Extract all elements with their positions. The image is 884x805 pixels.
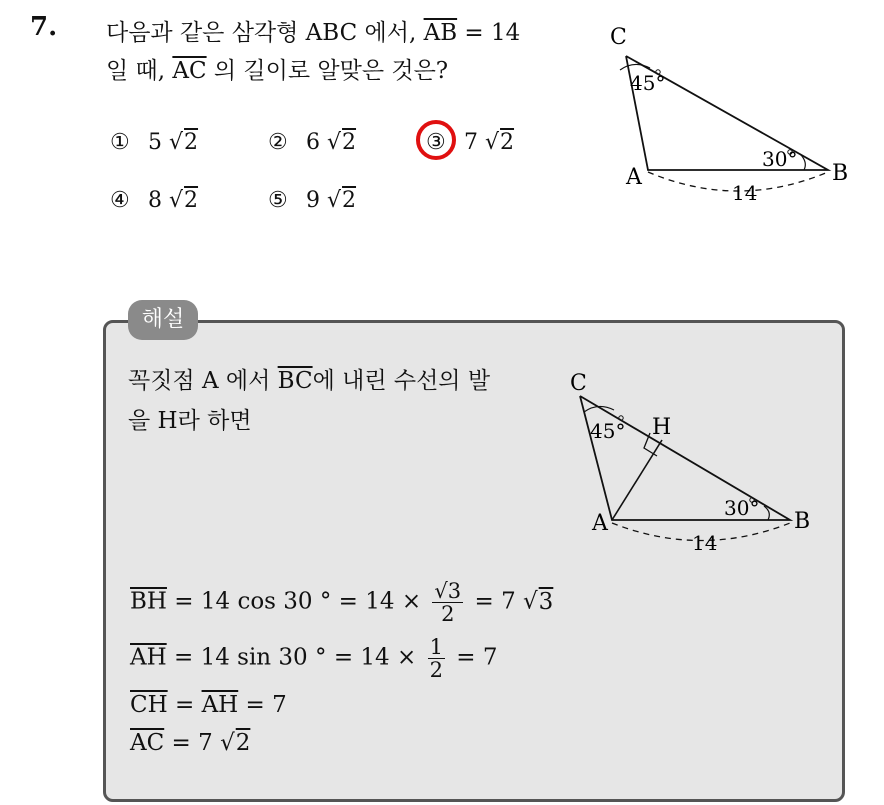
sqrt-symbol: √ — [169, 130, 184, 155]
choice-number: ④ — [110, 188, 130, 213]
choice-4[interactable] — [110, 188, 198, 213]
sqrt-symbol: √ — [327, 188, 342, 213]
choice-5[interactable] — [268, 188, 356, 213]
choice-coef: 8 — [148, 188, 162, 213]
solution-text: 에 내린 수선의 발 — [312, 368, 491, 394]
equation-text: = — [167, 692, 202, 718]
question-text: 다음과 같은 삼각형 ABC 에서, — [106, 20, 424, 46]
sqrt-symbol: √ — [485, 130, 500, 155]
choice-radicand: 2 — [184, 130, 199, 155]
equation-text: = 7 — [238, 692, 287, 718]
equation-text: = 14 cos 30 ° = 14 × — [166, 588, 429, 615]
segment-ah: $\overline{AH}$ — [130, 644, 167, 671]
equation-ah — [130, 636, 497, 681]
equation-bh — [130, 580, 553, 625]
vertex-h-label: H — [652, 415, 672, 440]
equation-text: = 14 sin 30 ° = 14 × — [166, 644, 424, 671]
choice-coef: 6 — [306, 130, 320, 155]
choice-coef: 5 — [148, 130, 162, 155]
side-length-label: 14 — [692, 531, 718, 555]
equation-text: = 7 — [448, 644, 498, 671]
vertex-a-label: A — [626, 165, 642, 190]
segment-ac: $\overline{AC}$ — [130, 730, 165, 756]
fraction — [428, 636, 445, 681]
solution-tag: 해설 — [128, 300, 198, 340]
equation-text: = 7 — [467, 588, 516, 615]
radicand: 3 — [538, 588, 554, 615]
choice-radicand: 2 — [184, 188, 199, 213]
angle-c-label: 45° — [590, 419, 626, 443]
choice-coef: 9 — [306, 188, 320, 213]
segment-bh: $\overline{BH}$ — [130, 588, 167, 615]
segment-bc: $\overline{BC}$ — [277, 368, 313, 394]
choice-coef: 7 — [464, 130, 478, 155]
solution-line-2: 을 H라 하면 — [128, 408, 252, 434]
fraction-denominator: 2 — [429, 658, 443, 682]
choice-number: ⑤ — [268, 188, 288, 213]
question-text: 일 때, — [106, 58, 173, 84]
question-line-2 — [106, 52, 448, 85]
choice-number: ③ — [426, 130, 446, 155]
solution-text: 꼭짓점 A 에서 — [128, 368, 278, 394]
choice-2[interactable] — [268, 130, 356, 155]
equation-ch — [130, 692, 287, 718]
choice-radicand: 2 — [342, 130, 357, 155]
equation-text: = 7 — [164, 730, 213, 756]
question-line-1 — [106, 14, 520, 47]
vertex-a-label: A — [592, 511, 608, 536]
sqrt-symbol: √ — [523, 588, 538, 615]
radicand: 2 — [235, 730, 251, 756]
triangle-figure — [590, 20, 870, 220]
altitude-ah — [612, 440, 662, 520]
segment-ch: $\overline{CH}$ — [130, 692, 168, 718]
side-length-label: 14 — [732, 181, 758, 205]
segment-ah: $\overline{AH}$ — [201, 692, 239, 718]
sqrt-symbol: √ — [169, 188, 184, 213]
question-number: 7. — [30, 12, 58, 42]
question-text: = 14 — [457, 20, 521, 46]
fraction-numerator: √3 — [434, 579, 462, 603]
equation-ac — [130, 730, 250, 756]
sqrt-symbol: √ — [220, 730, 235, 756]
angle-b-label: 30° — [762, 147, 798, 171]
fraction-denominator: 2 — [441, 602, 455, 626]
choice-radicand: 2 — [342, 188, 357, 213]
triangle-figure-with-altitude — [560, 360, 835, 570]
question-text: 의 길이로 알맞은 것은? — [206, 58, 449, 84]
solution-line-1 — [128, 362, 490, 395]
vertex-c-label: C — [570, 371, 587, 396]
vertex-b-label: B — [794, 509, 811, 534]
choice-number: ② — [268, 130, 288, 155]
vertex-c-label: C — [610, 25, 627, 50]
choice-radicand: 2 — [500, 130, 515, 155]
segment-ac: $\overline{AC}$ — [172, 58, 207, 84]
fraction-numerator: 1 — [429, 635, 443, 659]
sqrt-symbol: √ — [327, 130, 342, 155]
angle-b-label: 30° — [724, 496, 760, 520]
choice-number: ① — [110, 130, 130, 155]
segment-ab: $\overline{AB}$ — [423, 20, 458, 46]
choice-1[interactable] — [110, 130, 198, 155]
choice-3[interactable] — [426, 130, 514, 155]
fraction — [432, 580, 463, 625]
vertex-b-label: B — [832, 161, 849, 186]
angle-c-label: 45° — [630, 71, 666, 95]
